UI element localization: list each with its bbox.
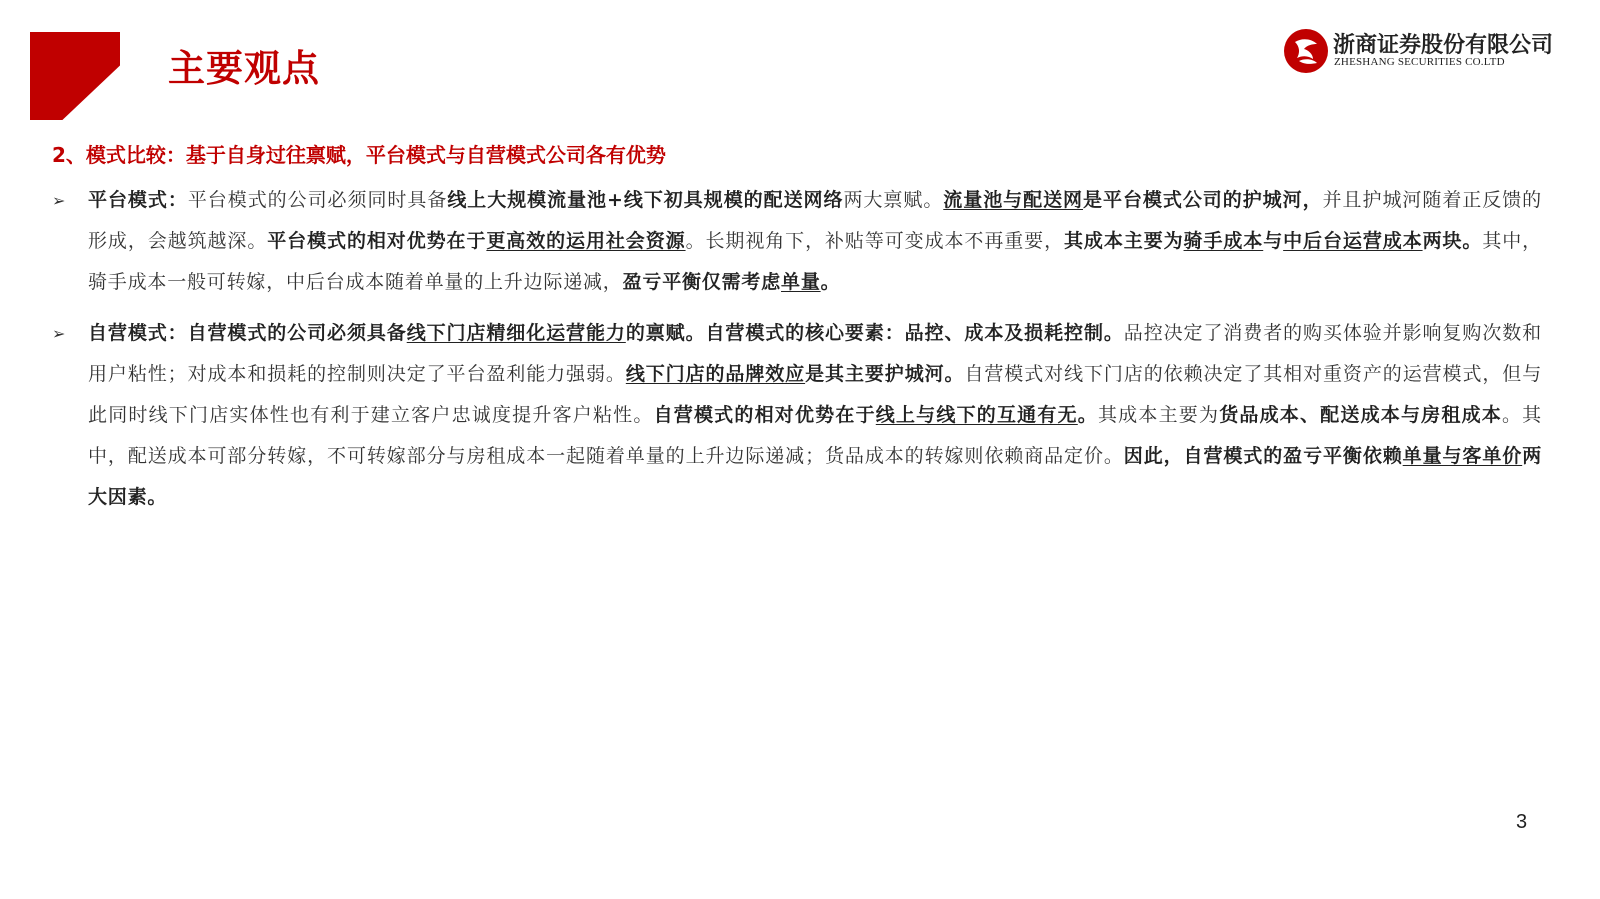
emphasis-text: 。 [1077, 404, 1098, 426]
emphasis-text: 其成本主要为 [1064, 230, 1184, 252]
emphasis-underlined-text: 线上与线下的互通有无 [875, 404, 1078, 426]
emphasis-text: 与 [1263, 230, 1284, 252]
company-logo [1283, 26, 1575, 76]
emphasis-text: 平台模式： [88, 189, 188, 211]
bullet-item-self-operated-model [52, 313, 1542, 518]
bullet-text [88, 313, 1542, 518]
body-text: 。其中，配送成本可部分转嫁，不可转嫁部分与房租成本一起随着单量的上升边际递减；货品成本的转嫁则依赖商品定价。 [88, 404, 1542, 467]
emphasis-text: 货品成本、配送成本与房租成本 [1219, 404, 1502, 426]
bullet-text [88, 180, 1542, 303]
page-number: 3 [1516, 811, 1528, 833]
body-text: 其中，骑手成本一般可转嫁，中后台成本随着单量的上升边际递减， [88, 230, 1542, 293]
emphasis-text: 是平台模式公司的护城河， [1083, 189, 1323, 211]
body-text: 自营模式对线下门店的依赖决定了其相对重资产的运营模式，但与此同时线下门店实体性也有利于建立客户忠诚度提升客户粘性。 [88, 363, 1543, 426]
emphasis-text: 的禀赋。自营模式的核心要素：品控、成本及损耗控制。 [625, 322, 1124, 344]
section-heading: 2、模式比较：基于自身过往禀赋，平台模式与自营模式公司各有优势 [52, 143, 666, 167]
body-text: 两大禀赋。 [843, 189, 944, 211]
emphasis-underlined-text: 单量 [781, 271, 821, 293]
emphasis-text: 是其主要护城河。 [805, 363, 965, 385]
logo-company-name-cn: 浙商证券股份有限公司 [1333, 33, 1554, 58]
arrow-bullet-icon: ➢ [52, 324, 67, 343]
emphasis-underlined-text: 线下门店精细化运营能力 [406, 322, 626, 344]
page-title: 主要观点 [168, 47, 320, 90]
emphasis-text: 。 [820, 271, 841, 293]
emphasis-underlined-text: 骑手成本 [1183, 230, 1264, 252]
body-text: 品控决定了消费者的购买体验并影响复购次数和用户粘性；对成本和损耗的控制则决定了平台盈利能力强弱。 [88, 322, 1542, 385]
logo-company-name-en: ZHESHANG SECURITIES CO.LTD [1334, 56, 1505, 68]
emphasis-underlined-text: 中后台运营成本 [1283, 230, 1423, 252]
emphasis-text: 线上大规模流量池+线下初具规模的配送网络 [447, 189, 844, 211]
body-text: 平台模式的公司必须同时具备 [187, 189, 448, 211]
emphasis-underlined-text: 流量池与配送网 [943, 189, 1084, 211]
title-accent-block [30, 32, 120, 120]
emphasis-text: 自营模式的公司必须具备 [187, 322, 407, 344]
emphasis-text: 因此，自营模式的盈亏平衡依赖 [1123, 445, 1403, 467]
body-text: 其成本主要为 [1097, 404, 1220, 426]
emphasis-text: 两大因素。 [88, 445, 1542, 508]
emphasis-text: 两块。 [1422, 230, 1483, 252]
arrow-bullet-icon: ➢ [52, 191, 67, 210]
emphasis-text: 自营模式： [88, 322, 188, 344]
body-text: 。长期视角下，补贴等可变成本不再重要， [685, 230, 1065, 252]
emphasis-text: 自营模式的相对优势在于 [653, 404, 876, 426]
bullet-list [52, 180, 1542, 528]
emphasis-text: 盈亏平衡仅需考虑 [622, 271, 782, 293]
emphasis-text: 平台模式的相对优势在于 [267, 230, 487, 252]
emphasis-underlined-text: 单量与客单价 [1402, 445, 1523, 467]
zheshang-logo-icon [1283, 28, 1329, 74]
bullet-item-platform-model [52, 180, 1542, 303]
emphasis-underlined-text: 更高效的运用社会资源 [486, 230, 686, 252]
emphasis-underlined-text: 线下门店的品牌效应 [625, 363, 806, 385]
body-text: 并且护城河随着正反馈的形成，会越筑越深。 [88, 189, 1542, 252]
